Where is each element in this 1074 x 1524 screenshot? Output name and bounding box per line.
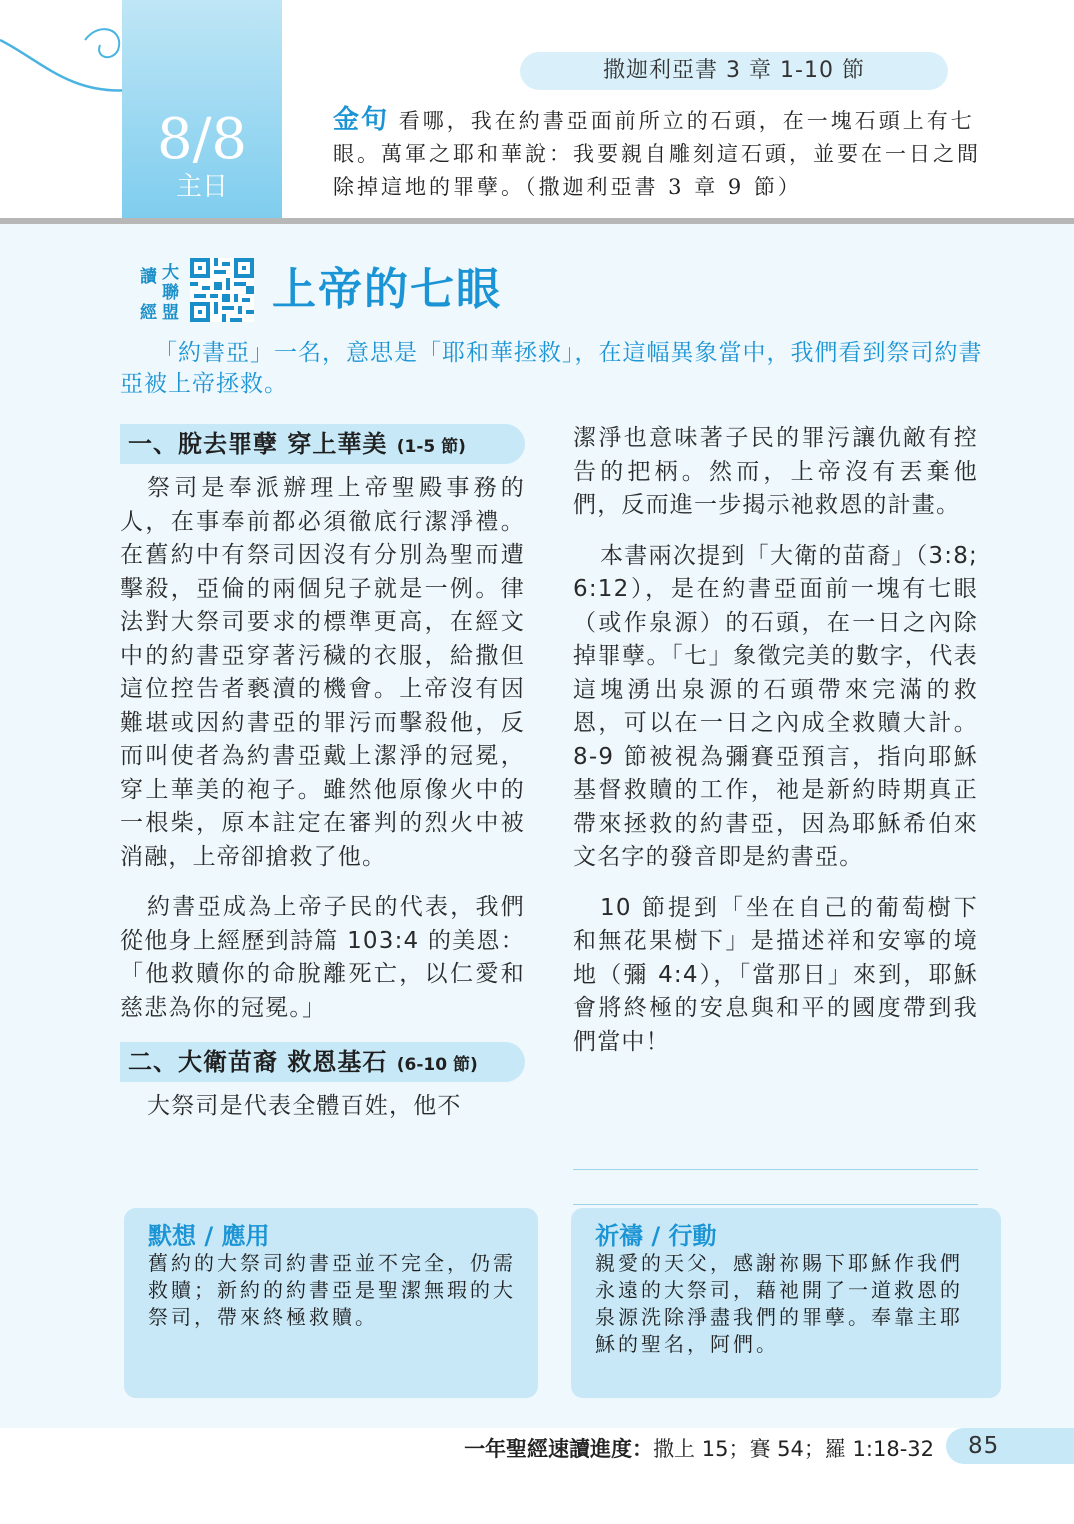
section-title: 一、脫去罪孽 穿上華美 <box>128 430 388 458</box>
meditate-text: 舊約的大祭司約書亞並不完全，仍需救贖；新約的約書亞是聖潔無瑕的大祭司，帶來終極救贖。 <box>148 1251 516 1329</box>
body-paragraph: 約書亞成為上帝子民的代表，我們從他身上經歷到詩篇 103:4 的美恩：「他救贖你的命脫離死亡，以仁愛和慈悲為你的冠冕。」 <box>120 894 525 1021</box>
date-number: 8/8 <box>156 107 248 172</box>
body-paragraph: 本書兩次提到「大衛的苗裔」（3:8; 6:12），是在約書亞面前一塊有七眼（或作泉源）的石頭，在一日之內除掉罪孽。「七」象徵完美的數字，代表這塊湧出泉源的石頭帶來完滿的救恩，可以在一日之內成全救贖大計。8-9 節被視為彌賽亞預言，指向耶穌基督救贖的工作，祂是新約時期真正帶來拯救的約書亞，因為耶穌希伯來文名字的發音即是約書亞。 <box>573 542 978 870</box>
qr-code-icon[interactable] <box>190 258 254 322</box>
badge-char: 盟 <box>162 303 179 323</box>
body-paragraph: 祭司是奉派辦理上帝聖殿事務的人，在事奉前都必須徹底行潔淨禮。在舊約中有祭司因沒有分別為聖而遭擊殺，亞倫的兩個兒子就是一例。律法對大祭司要求的標準更高，在經文中的約書亞穿著污穢的衣服，給撒但這位控告者褻瀆的機會。上帝沒有因難堪或因約書亞的罪污而擊殺他，反而叫使者為約書亞戴上潔淨的冠冕，穿上華美的袍子。雖然他原像火中的一根柴，原本註定在審判的烈火中被消融，上帝卻搶救了他。 <box>120 475 525 870</box>
devotional-body <box>0 224 1074 1428</box>
golden-verse-text: 看哪，我在約書亞面前所立的石頭，在一塊石頭上有七眼。萬軍之耶和華說：我要親自雕刻這石頭，並要在一日之間除掉這地的罪孽。（撒迦利亞書 3 章 9 節） <box>333 109 981 199</box>
badge-char: 經 <box>140 303 157 323</box>
column-divider <box>573 1169 978 1170</box>
prayer-box <box>571 1208 1001 1398</box>
golden-verse <box>333 104 983 204</box>
progress-label: 一年聖經速讀進度： <box>464 1437 654 1461</box>
body-paragraph: 潔淨也意味著子民的罪污讓仇敵有控告的把柄。然而，上帝沒有丟棄他們，反而進一步揭示祂救恩的計畫。 <box>573 425 978 518</box>
section-title: 二、大衛苗裔 救恩基石 <box>128 1048 388 1076</box>
section-verses: (1-5 節) <box>396 437 466 457</box>
intro-paragraph: 「約書亞」一名，意思是「耶和華拯救」，在這幅異象當中，我們看到祭司約書亞被上帝拯救。 <box>120 340 983 397</box>
date-tab <box>122 0 282 218</box>
progress-value: 撒上 15；賽 54；羅 1:18-32 <box>653 1437 934 1461</box>
reading-badge <box>136 258 192 322</box>
day-label: 主日 <box>175 172 228 202</box>
page-header <box>0 0 1074 218</box>
prayer-text: 親愛的天父，感謝祢賜下耶穌作我們永遠的大祭司，藉祂開了一道救恩的泉源洗除淨盡我們的罪孽。奉靠主耶穌的聖名，阿們。 <box>595 1251 963 1356</box>
page-number: 85 <box>968 1433 1000 1459</box>
section-heading <box>120 424 525 464</box>
body-paragraph: 大祭司是代表全體百姓，他不 <box>147 1093 462 1119</box>
section-heading <box>120 1042 525 1082</box>
prayer-label: 祈禱 / 行動 <box>595 1222 717 1250</box>
golden-verse-label: 金句 <box>333 105 390 135</box>
section-verses: (6-10 節) <box>396 1055 478 1075</box>
badge-char: 大 <box>162 263 179 283</box>
body-paragraph: 10 節提到「坐在自己的葡萄樹下和無花果樹下」是描述祥和安寧的境地（彌 4:4），「當那日」來到，耶穌會將終極的安息與和平的國度帶到我們當中！ <box>573 894 978 1055</box>
badge-char: 聯 <box>162 283 179 303</box>
page-number-tab <box>946 1428 1074 1464</box>
badge-char: 讀 <box>140 267 157 287</box>
left-column <box>120 424 525 1141</box>
page-footer <box>0 1428 1074 1524</box>
scripture-reference: 撒迦利亞書 3 章 1-10 節 <box>520 52 948 90</box>
column-divider <box>573 1204 978 1205</box>
meditate-box <box>124 1208 538 1398</box>
reading-progress <box>464 1432 934 1466</box>
meditate-label: 默想 / 應用 <box>148 1222 270 1250</box>
right-column <box>573 422 978 1076</box>
page-title: 上帝的七眼 <box>272 264 502 315</box>
